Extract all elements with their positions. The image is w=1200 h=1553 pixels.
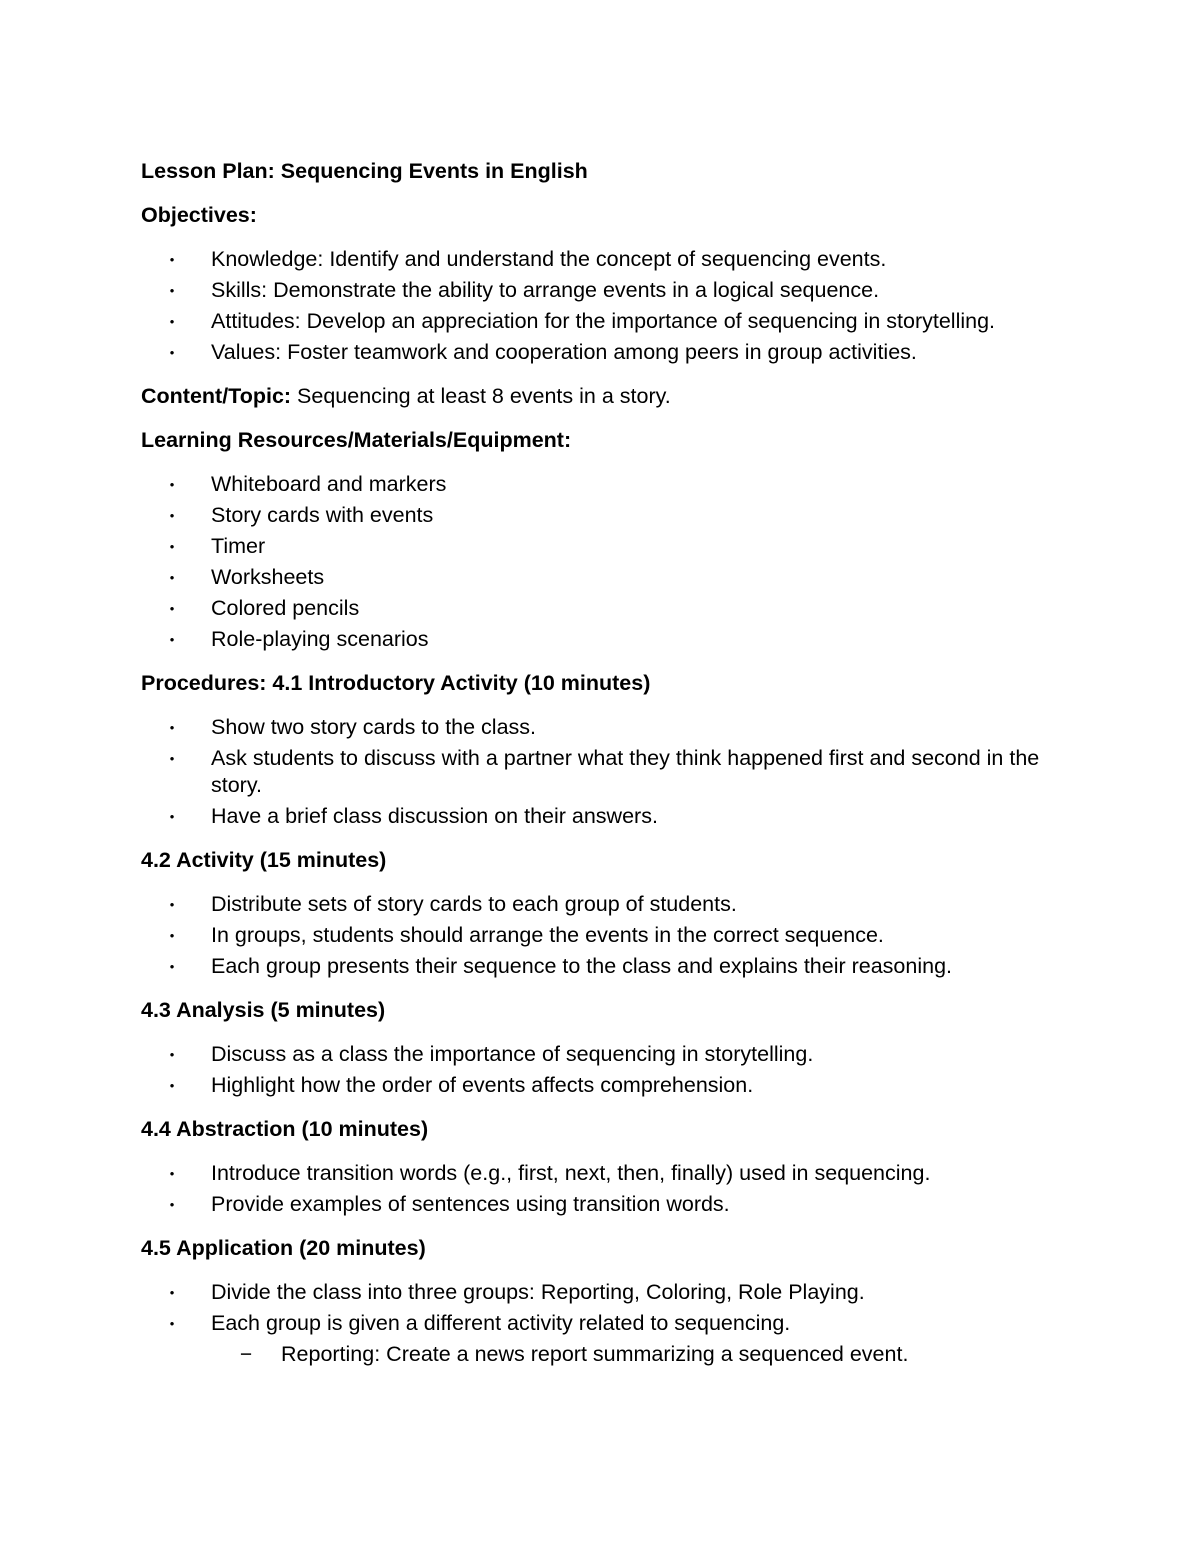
list-item: • Knowledge: Identify and understand the concept of sequencing events.: [141, 246, 1071, 273]
bullet-icon: •: [169, 720, 175, 735]
list-item: • Colored pencils: [141, 595, 1071, 622]
list-item: • Discuss as a class the importance of sequencing in storytelling.: [141, 1041, 1071, 1068]
list-item: • Story cards with events: [141, 502, 1071, 529]
analysis-list: [141, 1041, 1071, 1099]
sub-list-item: − Reporting: Create a news report summarizing a sequenced event.: [239, 1342, 909, 1366]
bullet-icon: •: [169, 314, 175, 329]
procedures-heading: Procedures: 4.1 Introductory Activity (10 minutes): [141, 671, 651, 695]
bullet-icon: •: [169, 508, 175, 523]
bullet-icon: •: [169, 1285, 175, 1300]
bullet-icon: •: [169, 570, 175, 585]
list-item: • Worksheets: [141, 564, 1071, 591]
bullet-icon: •: [169, 601, 175, 616]
bullet-icon: •: [169, 1197, 175, 1212]
list-item: • Timer: [141, 533, 1071, 560]
bullet-icon: •: [169, 809, 175, 824]
bullet-icon: •: [169, 345, 175, 360]
objectives-heading: Objectives:: [141, 203, 257, 227]
list-item: • Divide the class into three groups: Reporting, Coloring, Role Playing.: [141, 1279, 1071, 1306]
list-item: • Provide examples of sentences using transition words.: [141, 1191, 1071, 1218]
resources-heading: Learning Resources/Materials/Equipment:: [141, 428, 572, 452]
application-list: [141, 1279, 1071, 1368]
document-content: [141, 158, 1071, 1385]
document-title: Lesson Plan: Sequencing Events in English: [141, 159, 588, 183]
abstraction-heading: 4.4 Abstraction (10 minutes): [141, 1117, 429, 1141]
application-heading: 4.5 Application (20 minutes): [141, 1236, 426, 1260]
list-item: • Distribute sets of story cards to each group of students.: [141, 891, 1071, 918]
objectives-list: [141, 246, 1071, 366]
bullet-icon: •: [169, 283, 175, 298]
resources-list: [141, 471, 1071, 653]
bullet-icon: •: [169, 897, 175, 912]
list-item: • Introduce transition words (e.g., first, next, then, finally) used in sequencing.: [141, 1160, 1071, 1187]
analysis-heading: 4.3 Analysis (5 minutes): [141, 998, 386, 1022]
content-topic: [141, 383, 1071, 410]
bullet-icon: •: [169, 632, 175, 647]
dash-icon: −: [239, 1343, 253, 1366]
bullet-icon: •: [169, 1078, 175, 1093]
bullet-icon: •: [169, 477, 175, 492]
procedures-list: [141, 714, 1071, 830]
bullet-icon: •: [169, 1316, 175, 1331]
application-sub-list: [211, 1341, 1071, 1368]
list-item: • Attitudes: Develop an appreciation for the importance of sequencing in storytelling.: [141, 308, 1071, 335]
list-item: • Whiteboard and markers: [141, 471, 1071, 498]
bullet-icon: •: [169, 751, 175, 766]
list-item: • Each group is given a different activity related to sequencing. − Reporting: Create a news report summarizing a sequenced event.: [141, 1310, 1071, 1368]
list-item: • Role-playing scenarios: [141, 626, 1071, 653]
content-topic-text: Sequencing at least 8 events in a story.: [291, 384, 671, 408]
content-topic-label: Content/Topic:: [141, 384, 292, 408]
list-item: • Show two story cards to the class.: [141, 714, 1071, 741]
bullet-icon: •: [169, 959, 175, 974]
bullet-icon: •: [169, 1166, 175, 1181]
list-item: • Each group presents their sequence to the class and explains their reasoning.: [141, 953, 1071, 980]
list-item: • Have a brief class discussion on their answers.: [141, 803, 1071, 830]
list-item: • Ask students to discuss with a partner what they think happened first and second in the story.: [141, 745, 1071, 799]
abstraction-list: [141, 1160, 1071, 1218]
list-item: • Highlight how the order of events affects comprehension.: [141, 1072, 1071, 1099]
bullet-icon: •: [169, 539, 175, 554]
bullet-icon: •: [169, 1047, 175, 1062]
list-item: • Skills: Demonstrate the ability to arrange events in a logical sequence.: [141, 277, 1071, 304]
activity-heading: 4.2 Activity (15 minutes): [141, 848, 387, 872]
list-item: • In groups, students should arrange the events in the correct sequence.: [141, 922, 1071, 949]
bullet-icon: •: [169, 928, 175, 943]
activity-list: [141, 891, 1071, 980]
bullet-icon: •: [169, 252, 175, 267]
list-item: • Values: Foster teamwork and cooperation among peers in group activities.: [141, 339, 1071, 366]
